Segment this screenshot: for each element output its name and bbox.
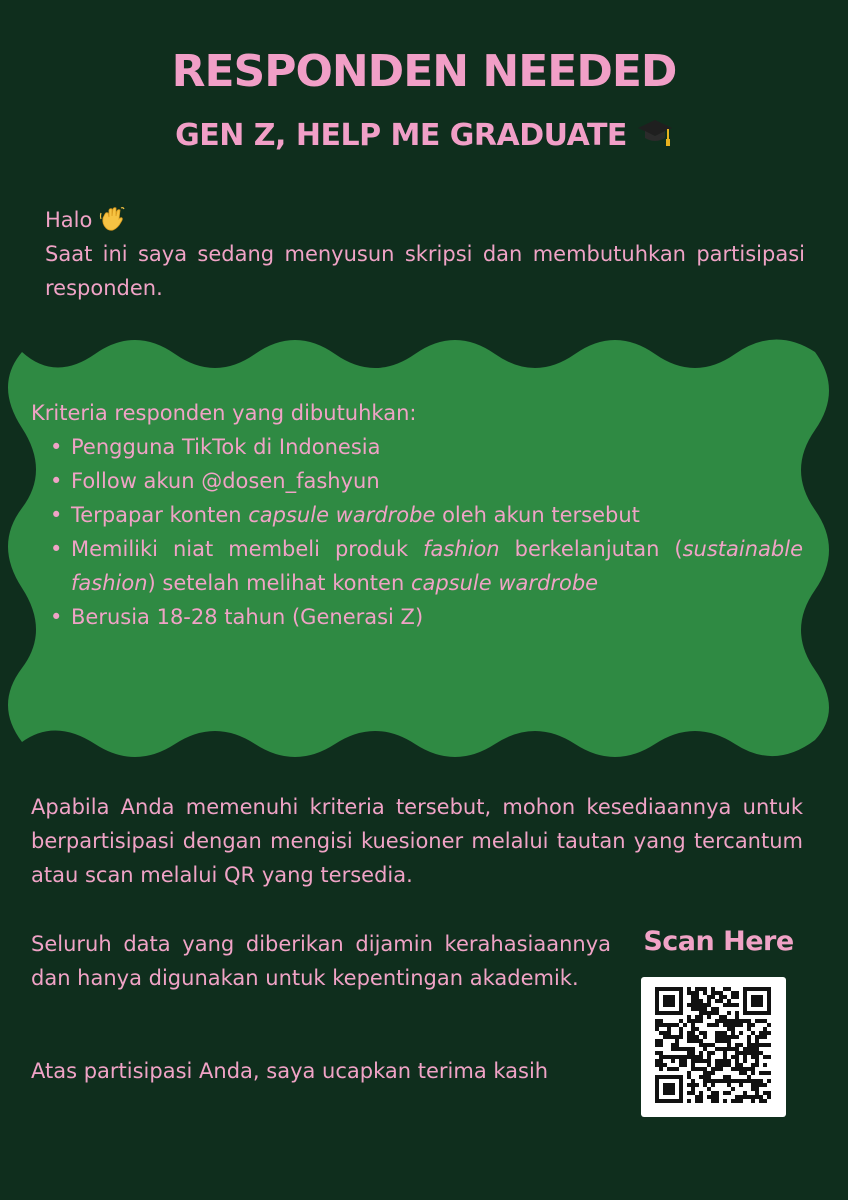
criteria-item	[50, 498, 803, 532]
thanks-paragraph: Atas partisipasi Anda, saya ucapkan terima kasih	[31, 1059, 549, 1083]
criteria-list	[31, 430, 803, 634]
qr-code-image[interactable]	[641, 977, 786, 1117]
criteria-section	[31, 396, 803, 634]
bullet-icon: •	[50, 605, 63, 629]
criteria-item	[50, 600, 803, 634]
graduation-cap-icon	[637, 116, 673, 148]
greeting-text: Halo	[45, 208, 93, 232]
criteria-text: berkelanjutan (	[499, 537, 683, 561]
qr-code[interactable]	[641, 977, 786, 1117]
criteria-text: Memiliki niat membeli produk	[71, 537, 424, 561]
criteria-text: Pengguna TikTok di Indonesia	[71, 435, 381, 459]
apply-paragraph: Apabila Anda memenuhi kriteria tersebut, mohon kesediaannya untuk berpartisipasi dengan mengisi kuesioner melalui tautan yang tercantum atau scan melalui QR yang tersedia.	[31, 795, 803, 887]
criteria-text: Terpapar konten	[71, 503, 249, 527]
criteria-italic: sustainable fashion	[71, 537, 803, 595]
bullet-icon: •	[50, 469, 63, 493]
criteria-item	[50, 532, 803, 600]
page-title: RESPONDEN NEEDED	[171, 46, 677, 97]
criteria-text: ) setelah melihat konten	[147, 571, 411, 595]
waving-hand-icon	[99, 206, 125, 232]
bullet-icon: •	[50, 435, 63, 459]
greeting-line	[45, 203, 805, 237]
criteria-italic: capsule wardrobe	[248, 503, 436, 527]
criteria-italic: capsule wardrobe	[410, 571, 599, 595]
bullet-icon: •	[50, 537, 63, 561]
criteria-text: Follow akun @dosen_fashyun	[71, 469, 380, 493]
criteria-item	[50, 430, 803, 464]
scan-label: Scan Here	[643, 926, 794, 957]
intro-section	[45, 203, 805, 305]
subtitle-text: GEN Z, HELP ME GRADUATE	[175, 118, 627, 153]
criteria-text: Berusia 18-28 tahun (Generasi Z)	[71, 605, 424, 629]
criteria-italic: fashion	[423, 537, 500, 561]
criteria-text: oleh akun tersebut	[435, 503, 640, 527]
criteria-heading: Kriteria responden yang dibutuhkan:	[31, 401, 417, 425]
bullet-icon: •	[50, 503, 63, 527]
page-subtitle	[0, 116, 848, 153]
intro-message: Saat ini saya sedang menyusun skripsi dan membutuhkan partisipasi responden.	[45, 242, 805, 300]
privacy-paragraph: Seluruh data yang diberikan dijamin kerahasiaannya dan hanya digunakan untuk kepentingan akademik.	[31, 932, 611, 990]
criteria-item	[50, 464, 803, 498]
